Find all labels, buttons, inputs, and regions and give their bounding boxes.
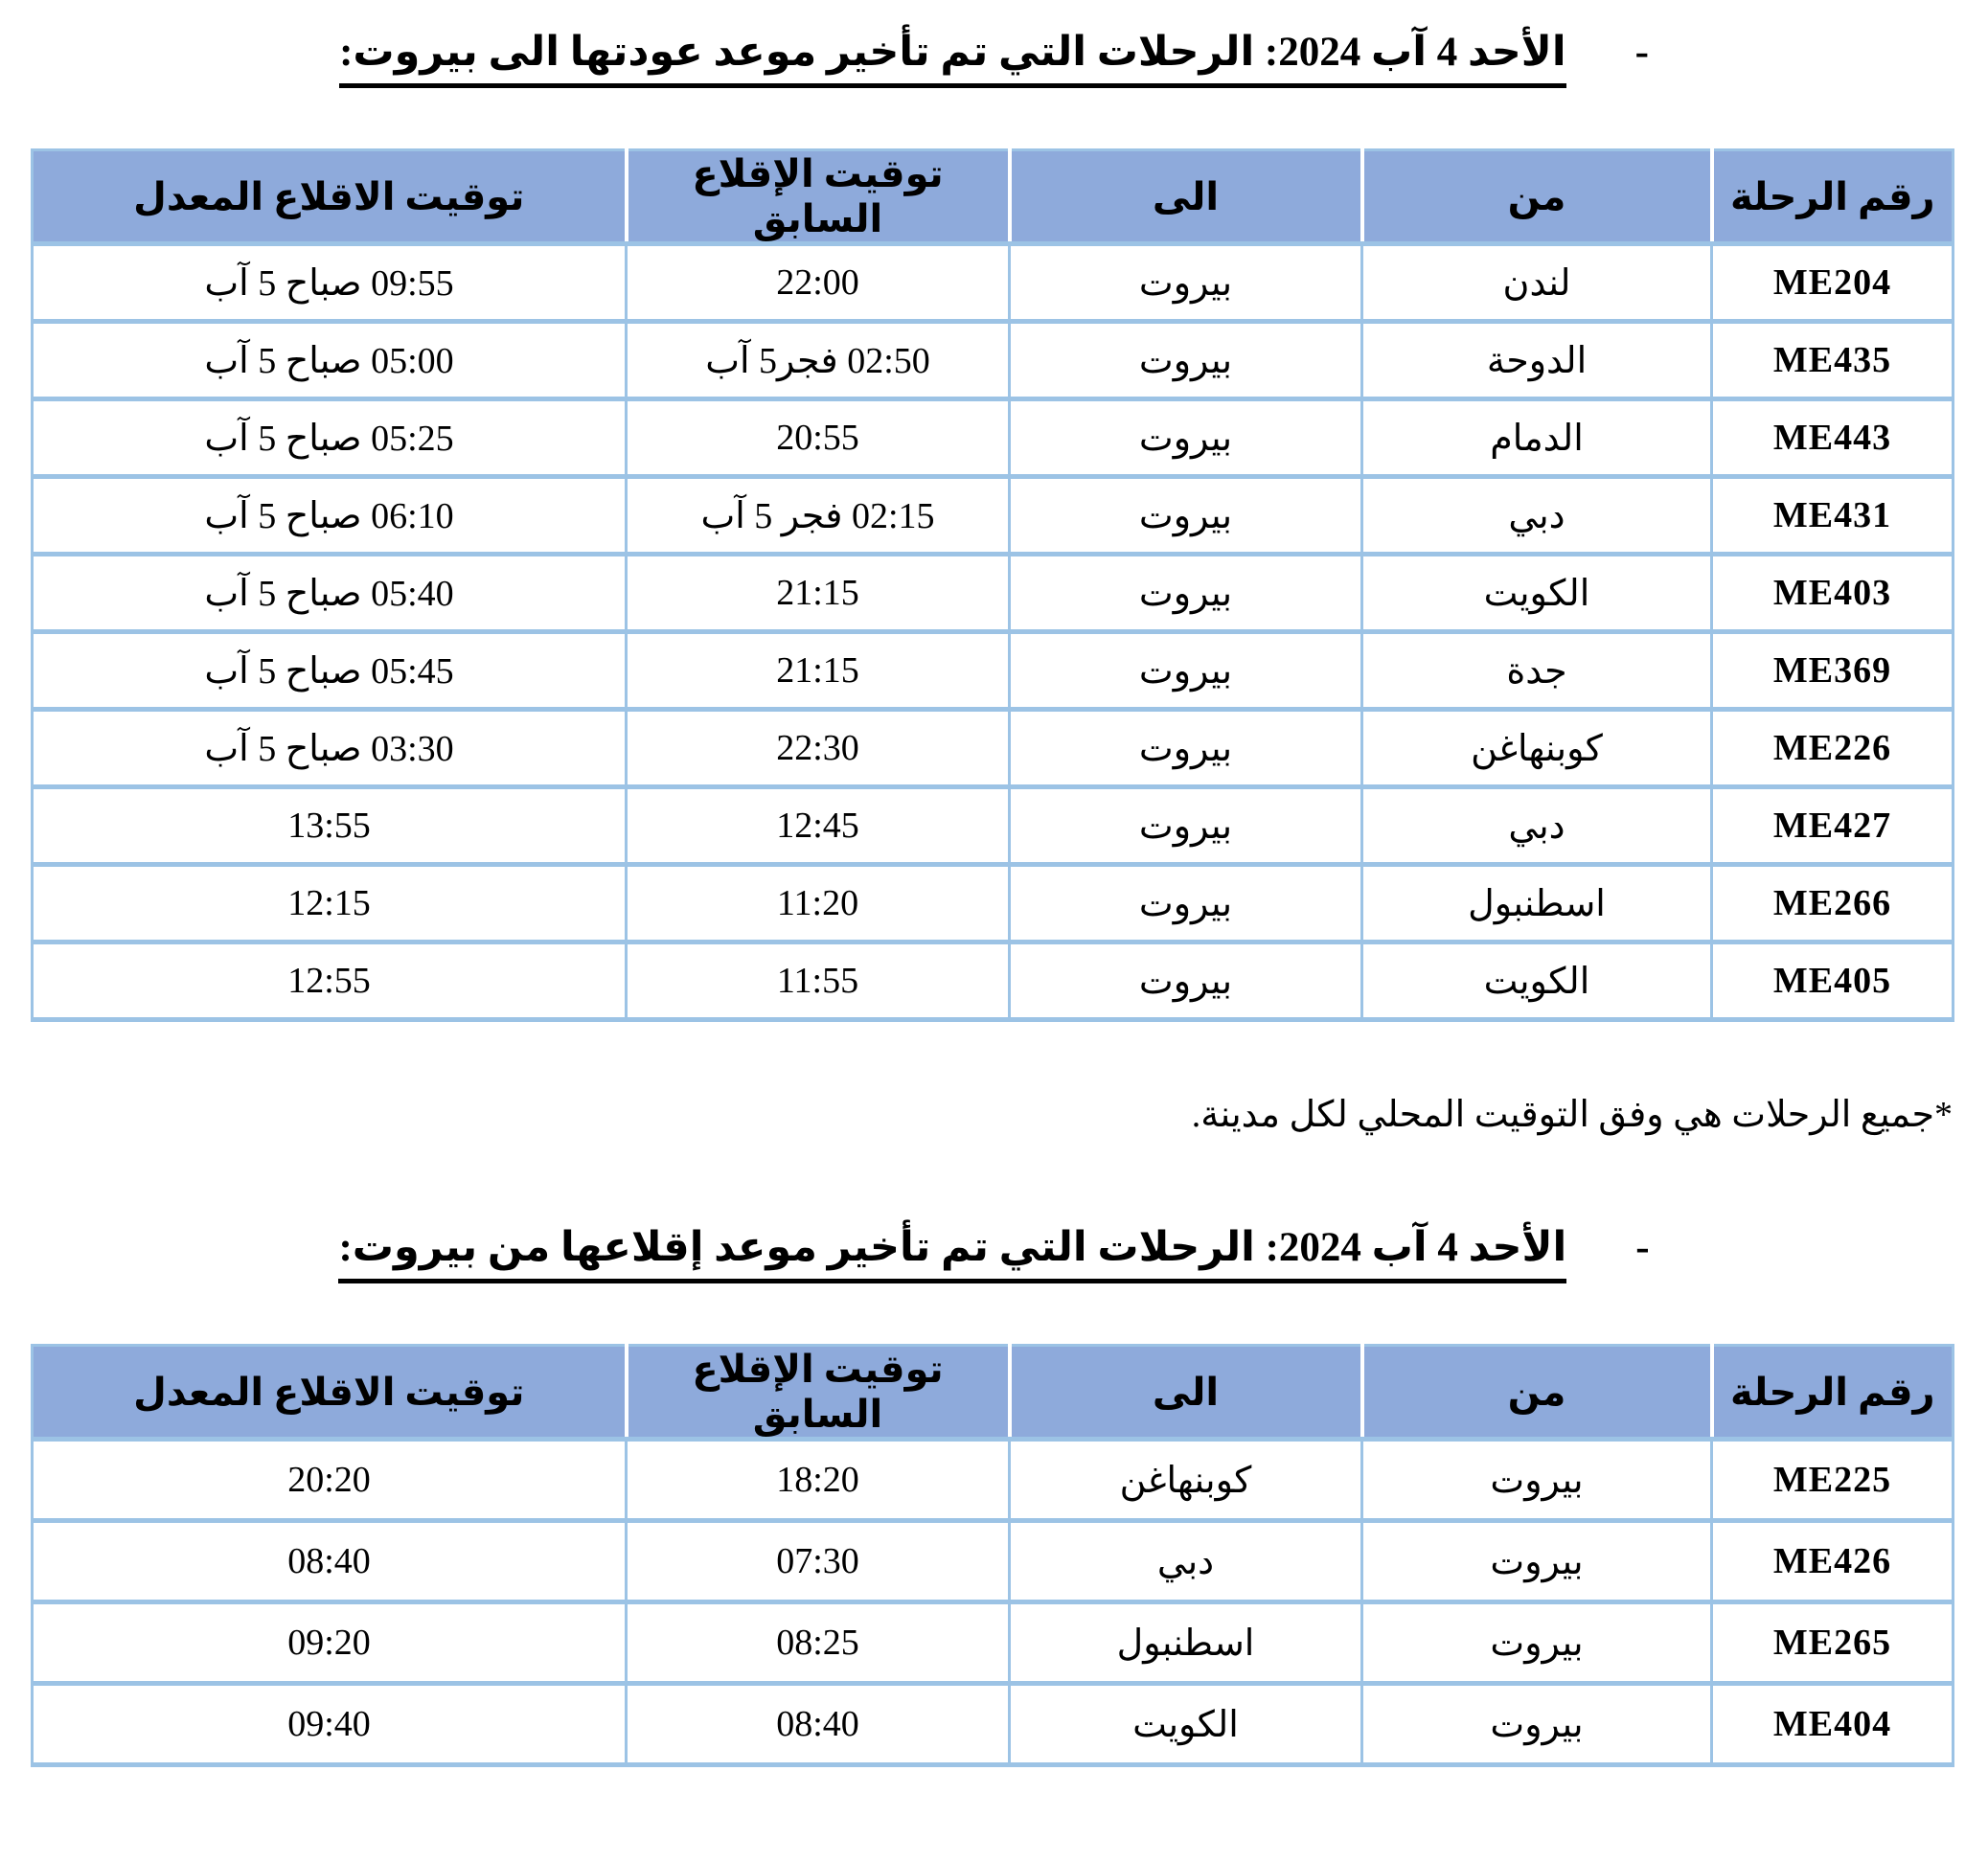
flight-cell: ME404 bbox=[1712, 1684, 1954, 1765]
to-cell: بيروت bbox=[1010, 477, 1362, 555]
table-row bbox=[33, 710, 1954, 787]
flight-cell: ME266 bbox=[1712, 865, 1954, 942]
flight-cell: ME443 bbox=[1712, 399, 1954, 477]
modified-cell: 09:40 bbox=[33, 1684, 627, 1765]
list-dash-marker: - bbox=[1634, 30, 1649, 75]
modified-cell: 03:30 صباح 5 آب bbox=[33, 710, 627, 787]
modified-cell: 12:15 bbox=[33, 865, 627, 942]
flight-cell: ME369 bbox=[1712, 632, 1954, 710]
table-row bbox=[33, 942, 1954, 1020]
table-header-row bbox=[33, 150, 1954, 244]
previous-cell: 22:30 bbox=[627, 710, 1010, 787]
column-header-flight-number: رقم الرحلة bbox=[1712, 150, 1954, 244]
from-cell: بيروت bbox=[1362, 1602, 1712, 1684]
previous-cell: 20:55 bbox=[627, 399, 1010, 477]
to-cell: اسطنبول bbox=[1010, 1602, 1362, 1684]
modified-cell: 05:40 صباح 5 آب bbox=[33, 555, 627, 632]
modified-cell: 05:25 صباح 5 آب bbox=[33, 399, 627, 477]
table-row bbox=[33, 322, 1954, 399]
modified-cell: 09:55 صباح 5 آب bbox=[33, 244, 627, 322]
to-cell: دبي bbox=[1010, 1521, 1362, 1602]
flight-cell: ME225 bbox=[1712, 1440, 1954, 1521]
flight-cell: ME431 bbox=[1712, 477, 1954, 555]
modified-cell: 05:00 صباح 5 آب bbox=[33, 322, 627, 399]
previous-cell: 08:25 bbox=[627, 1602, 1010, 1684]
flight-cell: ME226 bbox=[1712, 710, 1954, 787]
section-heading-departures bbox=[0, 1220, 1988, 1283]
table-row bbox=[33, 632, 1954, 710]
previous-cell: 08:40 bbox=[627, 1684, 1010, 1765]
from-cell: اسطنبول bbox=[1362, 865, 1712, 942]
table-row bbox=[33, 555, 1954, 632]
from-cell: دبي bbox=[1362, 477, 1712, 555]
table-row bbox=[33, 787, 1954, 865]
flight-cell: ME403 bbox=[1712, 555, 1954, 632]
delayed-arrivals-table bbox=[31, 148, 1954, 1022]
section-heading-text: الأحد 4 آب 2024: الرحلات التي تم تأخير موعد إقلاعها من بيروت: bbox=[338, 1220, 1566, 1283]
to-cell: كوبنهاغن bbox=[1010, 1440, 1362, 1521]
previous-cell: 07:30 bbox=[627, 1521, 1010, 1602]
previous-cell: 18:20 bbox=[627, 1440, 1010, 1521]
column-header-previous-departure-time: توقيت الإقلاع السابق bbox=[627, 150, 1010, 244]
previous-cell: 12:45 bbox=[627, 787, 1010, 865]
previous-cell: 22:00 bbox=[627, 244, 1010, 322]
flight-cell: ME405 bbox=[1712, 942, 1954, 1020]
modified-cell: 12:55 bbox=[33, 942, 627, 1020]
column-header-flight-number: رقم الرحلة bbox=[1712, 1346, 1954, 1440]
column-header-modified-departure-time: توقيت الاقلاع المعدل bbox=[33, 150, 627, 244]
modified-cell: 06:10 صباح 5 آب bbox=[33, 477, 627, 555]
column-header-to: الى bbox=[1010, 150, 1362, 244]
from-cell: الكويت bbox=[1362, 555, 1712, 632]
to-cell: الكويت bbox=[1010, 1684, 1362, 1765]
to-cell: بيروت bbox=[1010, 787, 1362, 865]
column-header-to: الى bbox=[1010, 1346, 1362, 1440]
from-cell: بيروت bbox=[1362, 1521, 1712, 1602]
previous-cell: 02:15 فجر 5 آب bbox=[627, 477, 1010, 555]
previous-cell: 21:15 bbox=[627, 555, 1010, 632]
previous-cell: 11:55 bbox=[627, 942, 1010, 1020]
table-row bbox=[33, 244, 1954, 322]
from-cell: كوبنهاغن bbox=[1362, 710, 1712, 787]
from-cell: الدمام bbox=[1362, 399, 1712, 477]
to-cell: بيروت bbox=[1010, 399, 1362, 477]
table-row bbox=[33, 399, 1954, 477]
from-cell: بيروت bbox=[1362, 1440, 1712, 1521]
from-cell: جدة bbox=[1362, 632, 1712, 710]
table-row bbox=[33, 1684, 1954, 1765]
previous-cell: 02:50 فجر5 آب bbox=[627, 322, 1010, 399]
column-header-from: من bbox=[1362, 150, 1712, 244]
table-header-row bbox=[33, 1346, 1954, 1440]
to-cell: بيروت bbox=[1010, 942, 1362, 1020]
table-row bbox=[33, 477, 1954, 555]
local-time-footnote: *جميع الرحلات هي وفق التوقيت المحلي لكل مدينة. bbox=[1191, 1095, 1953, 1136]
modified-cell: 08:40 bbox=[33, 1521, 627, 1602]
flight-cell: ME426 bbox=[1712, 1521, 1954, 1602]
previous-cell: 21:15 bbox=[627, 632, 1010, 710]
modified-cell: 13:55 bbox=[33, 787, 627, 865]
table-body bbox=[33, 1440, 1954, 1765]
to-cell: بيروت bbox=[1010, 865, 1362, 942]
modified-cell: 05:45 صباح 5 آب bbox=[33, 632, 627, 710]
list-dash-marker: - bbox=[1635, 1225, 1650, 1271]
table-row bbox=[33, 865, 1954, 942]
table-row bbox=[33, 1602, 1954, 1684]
flight-cell: ME265 bbox=[1712, 1602, 1954, 1684]
modified-cell: 09:20 bbox=[33, 1602, 627, 1684]
section-heading-arrivals bbox=[0, 0, 1988, 88]
column-header-previous-departure-time: توقيت الإقلاع السابق bbox=[627, 1346, 1010, 1440]
table-row bbox=[33, 1440, 1954, 1521]
to-cell: بيروت bbox=[1010, 710, 1362, 787]
from-cell: لندن bbox=[1362, 244, 1712, 322]
table-body bbox=[33, 244, 1954, 1020]
column-header-from: من bbox=[1362, 1346, 1712, 1440]
flight-cell: ME435 bbox=[1712, 322, 1954, 399]
to-cell: بيروت bbox=[1010, 555, 1362, 632]
to-cell: بيروت bbox=[1010, 244, 1362, 322]
to-cell: بيروت bbox=[1010, 632, 1362, 710]
from-cell: دبي bbox=[1362, 787, 1712, 865]
column-header-modified-departure-time: توقيت الاقلاع المعدل bbox=[33, 1346, 627, 1440]
modified-cell: 20:20 bbox=[33, 1440, 627, 1521]
previous-cell: 11:20 bbox=[627, 865, 1010, 942]
table-row bbox=[33, 1521, 1954, 1602]
flight-cell: ME427 bbox=[1712, 787, 1954, 865]
from-cell: الدوحة bbox=[1362, 322, 1712, 399]
delayed-departures-table bbox=[31, 1344, 1954, 1767]
flight-cell: ME204 bbox=[1712, 244, 1954, 322]
section-heading-text: الأحد 4 آب 2024: الرحلات التي تم تأخير موعد عودتها الى بيروت: bbox=[339, 25, 1565, 88]
to-cell: بيروت bbox=[1010, 322, 1362, 399]
from-cell: بيروت bbox=[1362, 1684, 1712, 1765]
from-cell: الكويت bbox=[1362, 942, 1712, 1020]
